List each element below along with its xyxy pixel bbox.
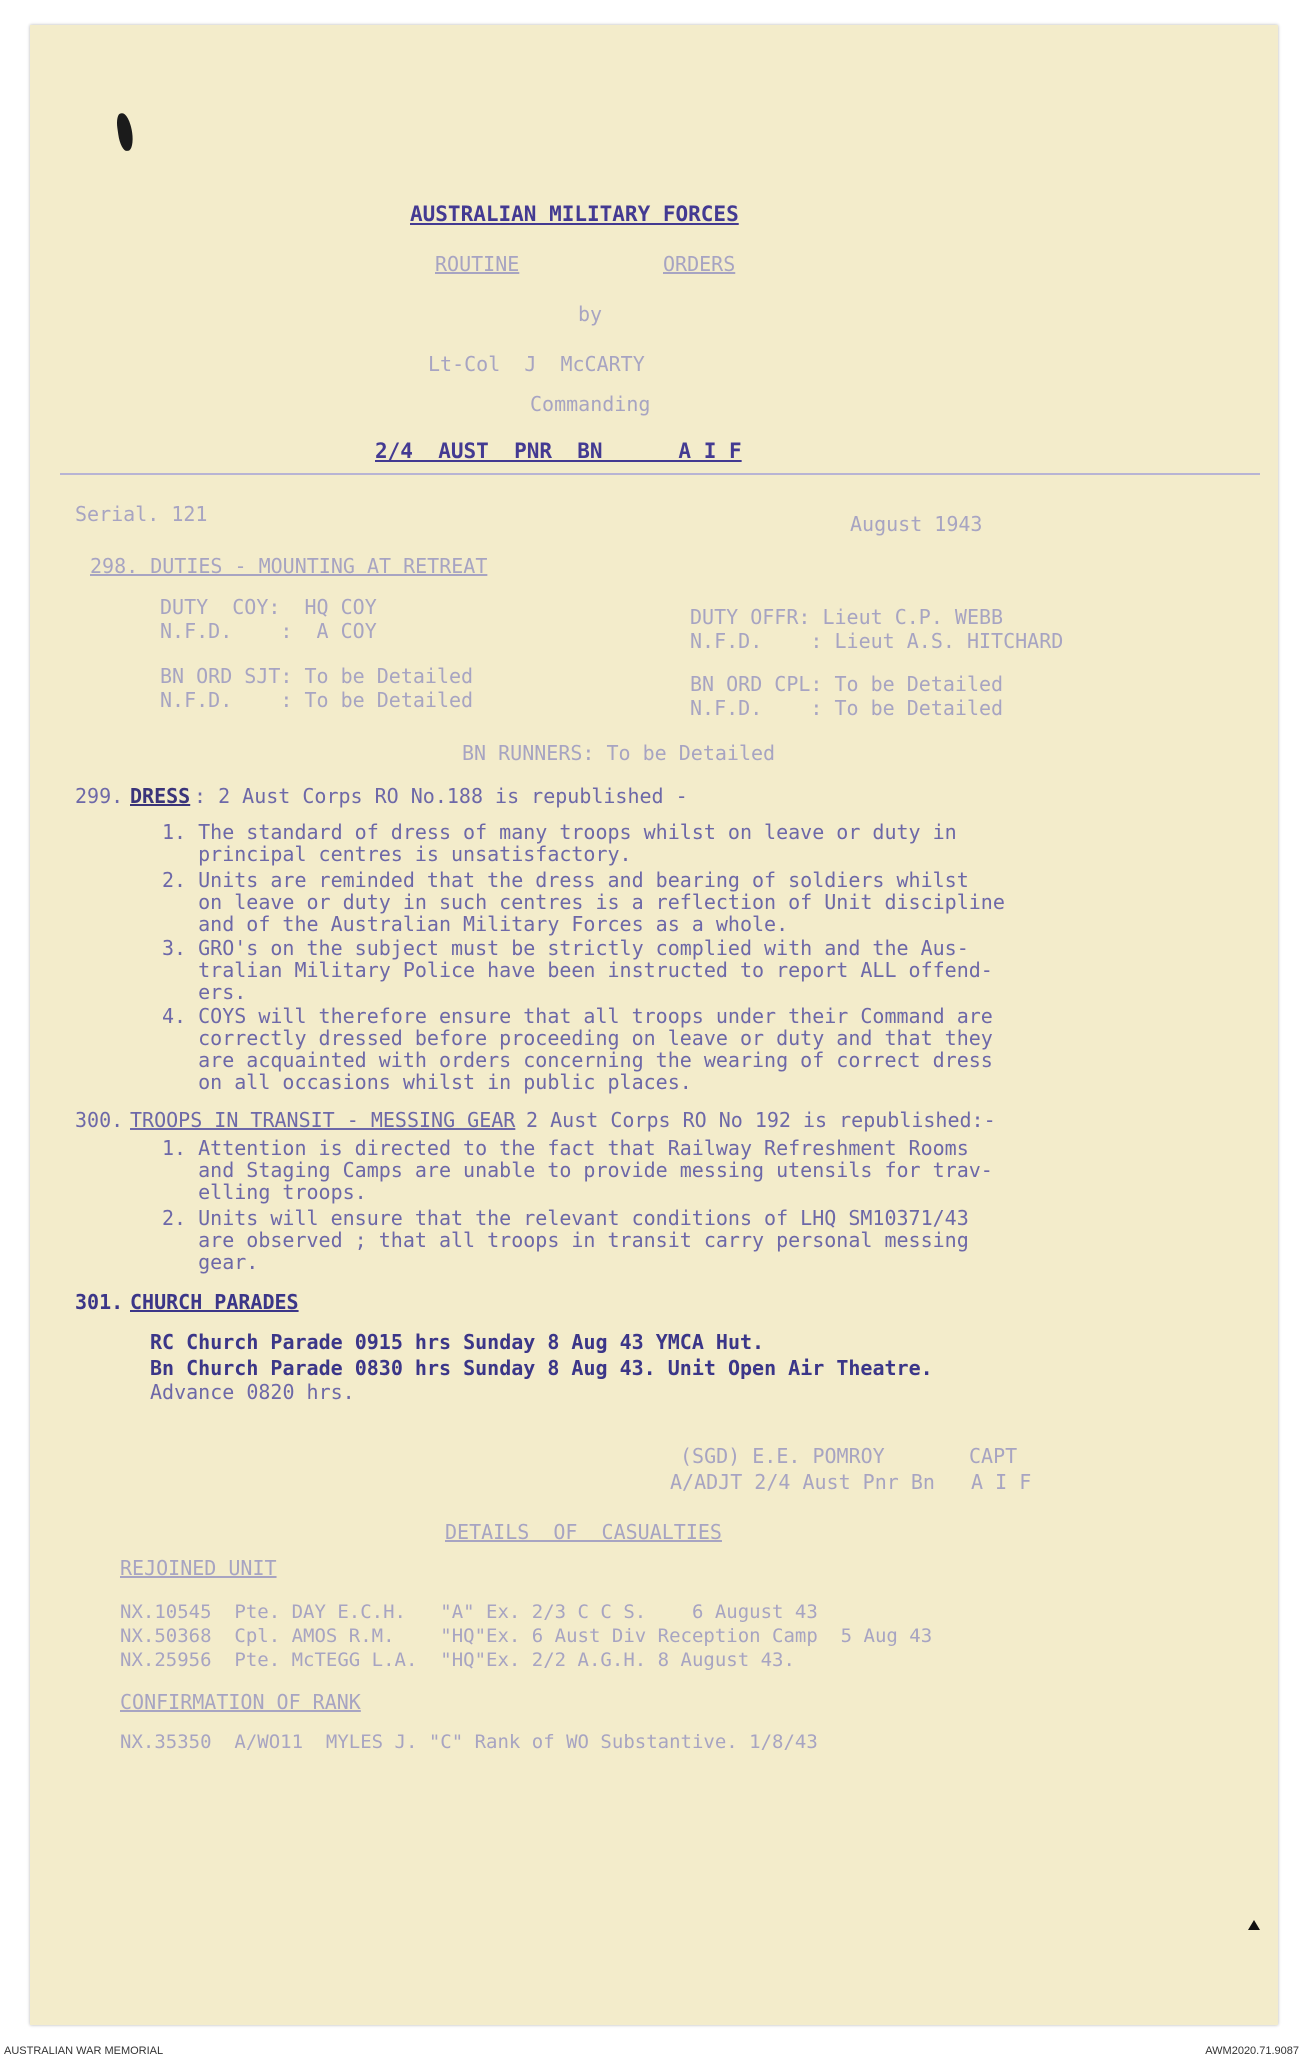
confirmation-entry: NX.35350 A/WO11 MYLES J. "C" Rank of WO Substantive. 1/8/43 (120, 1731, 818, 1753)
church-number: 301. (75, 1290, 124, 1314)
dress-line: correctly dressed before proceeding on leave or duty and that they (162, 1026, 993, 1050)
dress-line: principal centres is unsatisfactory. (162, 842, 632, 866)
routine-label: ROUTINE (435, 252, 520, 276)
transit-line: are observed ; that all troops in transit carry personal messing (162, 1228, 969, 1252)
transit-line: gear. (162, 1250, 259, 1274)
transit-intro: 2 Aust Corps RO No 192 is republished:- (514, 1108, 996, 1132)
archive-reference: AWM2020.71.9087 (1205, 2045, 1299, 2057)
archive-name: AUSTRALIAN WAR MEMORIAL (4, 2045, 164, 2057)
serial-number: Serial. 121 (75, 502, 208, 526)
bn-runners: BN RUNNERS: To be Detailed (462, 741, 776, 765)
dress-line: on all occasions whilst in public places. (162, 1070, 692, 1094)
dress-heading: DRESS (130, 784, 191, 808)
rejoined-entry: NX.50368 Cpl. AMOS R.M. "HQ"Ex. 6 Aust Div Reception Camp 5 Aug 43 (120, 1625, 933, 1647)
dress-line: and of the Australian Military Forces as a whole. (162, 912, 789, 936)
transit-line: 1. Attention is directed to the fact that Railway Refreshment Rooms (162, 1136, 969, 1160)
officer-name: Lt-Col J McCARTY (428, 352, 645, 376)
transit-number: 300. (75, 1108, 124, 1132)
divider-rule (60, 473, 1260, 475)
church-bn: Bn Church Parade 0830 hrs Sunday 8 Aug 43. Unit Open Air Theatre. (150, 1356, 933, 1380)
dress-line: 4. COYS will therefore ensure that all troops under their Command are (162, 1004, 993, 1028)
church-heading: CHURCH PARADES (130, 1290, 299, 1314)
transit-heading: TROOPS IN TRANSIT - MESSING GEAR (130, 1108, 516, 1132)
transit-line: 2. Units will ensure that the relevant conditions of LHQ SM10371/43 (162, 1206, 969, 1230)
rejoined-entry: NX.10545 Pte. DAY E.C.H. "A" Ex. 2/3 C C S. 6 August 43 (120, 1601, 818, 1623)
church-rc: RC Church Parade 0915 hrs Sunday 8 Aug 43 YMCA Hut. (150, 1330, 765, 1354)
dress-line: are acquainted with orders concerning the wearing of correct dress (162, 1048, 993, 1072)
serial-date: August 1943 (850, 512, 983, 536)
bn-ord-sjt: BN ORD SJT: To be Detailed (160, 664, 474, 688)
rejoined-entry: NX.25956 Pte. McTEGG L.A. "HQ"Ex. 2/2 A.G.H. 8 August 43. (120, 1649, 795, 1671)
signature-title: A/ADJT 2/4 Aust Pnr Bn A I F (670, 1470, 1032, 1494)
duty-offr: DUTY OFFR: Lieut C.P. WEBB (690, 605, 1004, 629)
corner-mark (1248, 1920, 1260, 1930)
duty-coy-nfd: N.F.D. : A COY (160, 619, 377, 643)
duty-offr-nfd: N.F.D. : Lieut A.S. HITCHARD (690, 629, 1064, 653)
dress-line: tralian Military Police have been instructed to report ALL offend- (162, 958, 993, 982)
transit-line: elling troops. (162, 1180, 367, 1204)
bn-ord-sjt-nfd: N.F.D. : To be Detailed (160, 688, 474, 712)
orders-label: ORDERS (663, 252, 736, 276)
bn-ord-cpl: BN ORD CPL: To be Detailed (690, 672, 1004, 696)
dress-line: 1. The standard of dress of many troops whilst on leave or duty in (162, 820, 957, 844)
dress-line: 2. Units are reminded that the dress and bearing of soldiers whilst (162, 868, 969, 892)
dress-line: 3. GRO's on the subject must be strictly complied with and the Aus- (162, 936, 969, 960)
signature-name: (SGD) E.E. POMROY CAPT (680, 1444, 1018, 1468)
dress-intro: : 2 Aust Corps RO No.188 is republished - (194, 784, 688, 808)
duties-heading: 298. DUTIES - MOUNTING AT RETREAT (90, 554, 488, 578)
paper-tear (115, 112, 134, 152)
archive-footer (0, 2043, 1305, 2061)
confirmation-heading: CONFIRMATION OF RANK (120, 1690, 361, 1714)
bn-ord-cpl-nfd: N.F.D. : To be Detailed (690, 696, 1004, 720)
church-advance: Advance 0820 hrs. (150, 1380, 355, 1404)
dress-line: on leave or duty in such centres is a reflection of Unit discipline (162, 890, 1005, 914)
casualties-heading: DETAILS OF CASUALTIES (445, 1520, 722, 1544)
document-title: AUSTRALIAN MILITARY FORCES (410, 202, 739, 226)
transit-line: and Staging Camps are unable to provide messing utensils for trav- (162, 1158, 993, 1182)
rejoined-heading: REJOINED UNIT (120, 1556, 277, 1580)
dress-number: 299. (75, 784, 124, 808)
duty-coy: DUTY COY: HQ COY (160, 595, 377, 619)
document-page (30, 25, 1278, 2025)
by-label: by (578, 302, 603, 326)
unit-name: 2/4 AUST PNR BN A I F (375, 439, 742, 463)
dress-line: ers. (162, 980, 247, 1004)
commanding-label: Commanding (530, 392, 651, 416)
